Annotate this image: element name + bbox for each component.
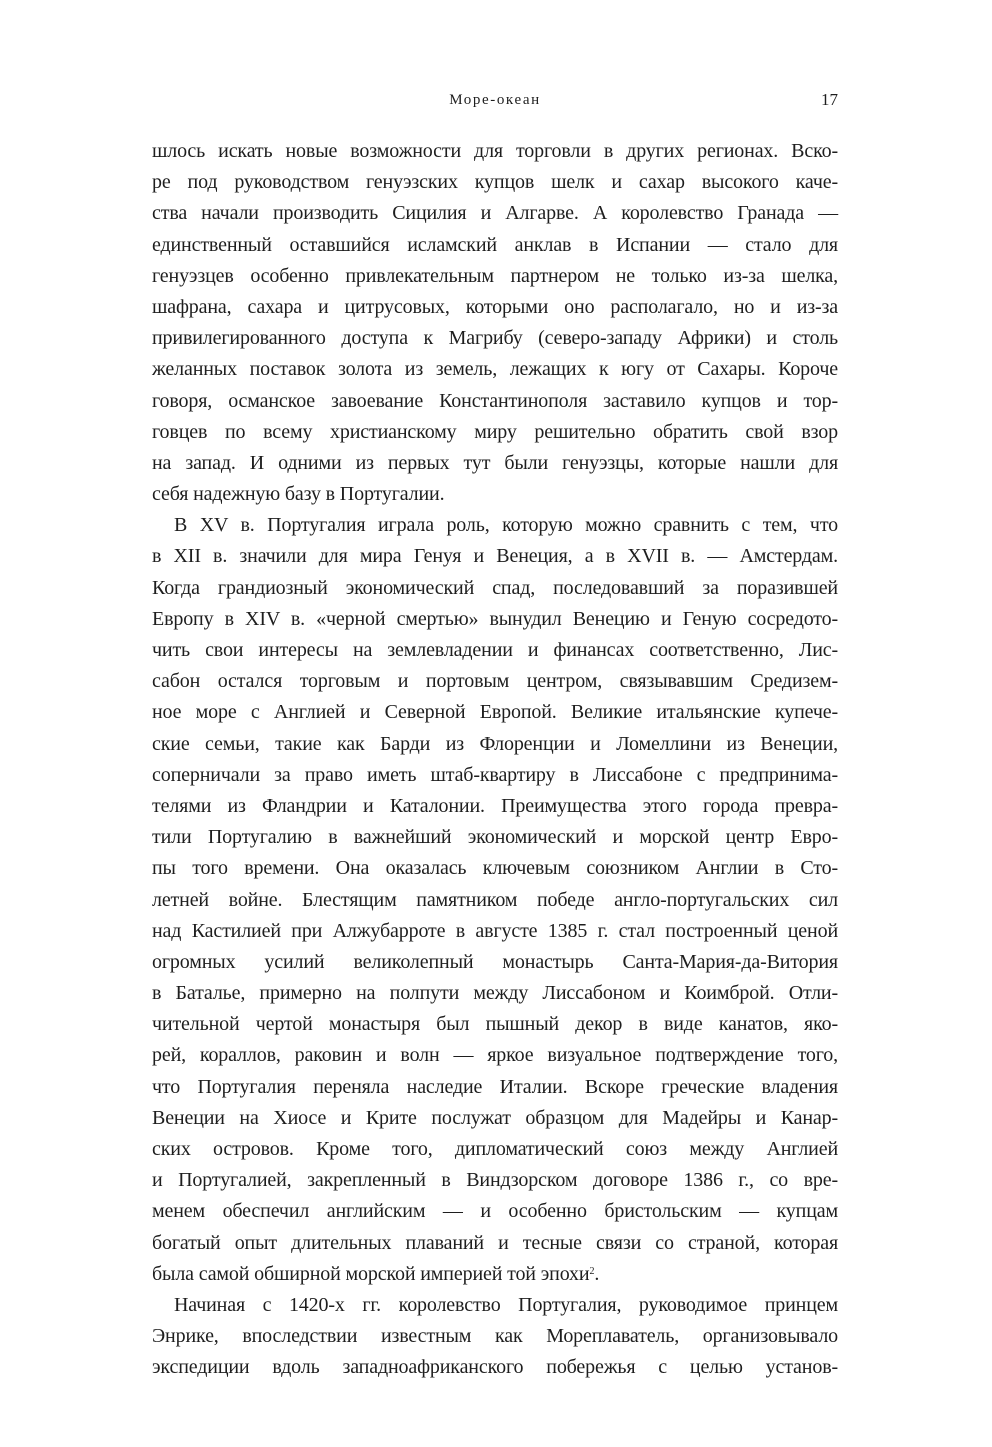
line-text: ре под руководством генуэзских купцов шелк и сахар высокого каче-	[152, 171, 838, 194]
line-text: пы того времени. Она оказалась ключевым союзником Англии в Сто-	[152, 857, 838, 880]
text-line	[152, 760, 838, 791]
line-text: сабон остался торговым и портовым центром, связывавшим Средизем-	[152, 670, 838, 693]
text-line	[152, 1040, 838, 1071]
text-line	[152, 1103, 838, 1134]
text-line	[152, 323, 838, 354]
text-line	[152, 479, 838, 510]
running-head-title: Море-океан	[449, 92, 541, 108]
page-number: 17	[821, 90, 838, 109]
line-text: Европу в XIV в. «черной смертью» вынудил Венецию и Геную сосредото-	[152, 607, 838, 630]
line-text: Начиная с 1420-х гг. королевство Португалия, руководимое принцем	[174, 1293, 838, 1316]
line-text: тили Португалию в важнейший экономический и морской центр Евро-	[152, 826, 838, 849]
line-text: ские семьи, такие как Барди из Флоренции и Ломеллини из Венеции,	[152, 732, 838, 755]
line-text: летней войне. Блестящим памятником победе англо-португальских сил	[152, 888, 838, 911]
text-line	[152, 198, 838, 229]
line-text: ских островов. Кроме того, дипломатический союз между Англией	[152, 1138, 838, 1160]
text-line	[152, 1134, 838, 1165]
line-text: менем обеспечил английским — и особенно бристольским — купцам	[152, 1200, 838, 1223]
line-text: ное море с Англией и Северной Европой. Великие итальянские купече-	[152, 701, 838, 724]
text-line	[152, 604, 838, 635]
line-text: богатый опыт длительных плаваний и тесные связи со страной, которая	[152, 1231, 838, 1254]
line-text: Венеции на Хиосе и Крите послужат образцом для Мадейры и Канар-	[152, 1106, 838, 1129]
text-line	[152, 261, 838, 292]
line-text: говцев по всему христианскому миру решительно обратить свой взор	[152, 420, 838, 443]
line-text: привилегированного доступа к Магрибу (северо-западу Африки) и столь	[152, 327, 838, 350]
footnote-reference[interactable]: 2	[589, 1265, 595, 1277]
line-text: и Португалией, закрепленный в Виндзорском договоре 1386 г., со вре-	[152, 1169, 838, 1192]
text-line	[152, 417, 838, 448]
line-text: над Кастилией при Алжубарроте в августе 1385 г. стал построенный ценой	[152, 919, 838, 942]
text-line	[152, 947, 838, 978]
text-line	[152, 791, 838, 822]
text-line	[152, 573, 838, 604]
text-line	[152, 1072, 838, 1103]
line-text: говоря, османское завоевание Константинополя заставило купцов и тор-	[152, 389, 838, 412]
line-text: что Португалия переняла наследие Италии. Вскоре греческие владения	[152, 1075, 838, 1098]
text-line	[152, 1228, 838, 1259]
text-line	[152, 292, 838, 323]
text-line	[152, 1321, 838, 1352]
line-text: Когда грандиозный экономический спад, последовавший за поразившей	[152, 576, 838, 599]
line-text: на запад. И одними из первых тут были генуэзцы, которые нашли для	[152, 451, 838, 474]
text-line	[152, 1290, 838, 1321]
text-line	[152, 885, 838, 916]
text-line	[152, 167, 838, 198]
text-line	[152, 510, 838, 541]
line-text: шлось искать новые возможности для торговли в других регионах. Вско-	[152, 140, 838, 162]
line-text: чительной чертой монастыря был пышный декор в виде канатов, яко-	[152, 1013, 838, 1036]
text-line	[152, 448, 838, 479]
line-text: чить свои интересы на землевладении и финансах соответственно, Лис-	[152, 639, 838, 661]
body-text	[152, 136, 838, 1384]
text-line	[152, 136, 838, 167]
text-line	[152, 541, 838, 572]
text-line	[152, 1352, 838, 1383]
text-line	[152, 1165, 838, 1196]
text-line	[152, 666, 838, 697]
line-text: была самой обширной морской империей той эпохи	[152, 1262, 590, 1285]
text-line	[152, 697, 838, 728]
text-line	[152, 1196, 838, 1227]
line-text: рей, кораллов, раковин и волн — яркое визуальное подтверждение того,	[152, 1044, 838, 1067]
text-line	[152, 386, 838, 417]
running-head	[152, 86, 838, 114]
line-text: единственный оставшийся исламский анклав в Испании — стало для	[152, 233, 838, 256]
line-text: генуэзцев особенно привлекательным партнером не только из-за шелка,	[152, 264, 838, 287]
line-text: соперничали за право иметь штаб-квартиру в Лиссабоне с предпринима-	[152, 763, 838, 786]
line-text: телями из Фландрии и Каталонии. Преимущества этого города превра-	[152, 794, 838, 817]
line-text: огромных усилий великолепный монастырь Санта-Мария-да-Витория	[152, 950, 838, 973]
trailing-punctuation: .	[594, 1262, 600, 1285]
line-text: себя надежную базу в Португалии.	[152, 483, 445, 506]
line-text: в Баталье, примерно на полпути между Лиссабоном и Коимброй. Отли-	[152, 982, 838, 1005]
text-line	[152, 853, 838, 884]
line-text: шафрана, сахара и цитрусовых, которыми оно располагало, но и из-за	[152, 295, 838, 318]
line-text: экспедиции вдоль западноафриканского побережья с целью установ-	[152, 1356, 838, 1379]
line-text: ства начали производить Сицилия и Алгарве. А королевство Гранада —	[152, 202, 838, 225]
line-text: Энрике, впоследствии известным как Мореплаватель, организовывало	[152, 1325, 838, 1348]
text-line	[152, 230, 838, 261]
text-line	[152, 1259, 838, 1290]
text-line	[152, 635, 838, 666]
line-text: В XV в. Португалия играла роль, которую можно сравнить с тем, что	[174, 514, 838, 537]
text-line	[152, 729, 838, 760]
line-text: желанных поставок золота из земель, лежащих к югу от Сахары. Короче	[152, 358, 838, 381]
text-line	[152, 978, 838, 1009]
text-line	[152, 916, 838, 947]
text-line	[152, 354, 838, 385]
line-text: в XII в. значили для мира Генуя и Венеция, а в XVII в. — Амстердам.	[152, 545, 838, 568]
text-line	[152, 1009, 838, 1040]
text-line	[152, 822, 838, 853]
